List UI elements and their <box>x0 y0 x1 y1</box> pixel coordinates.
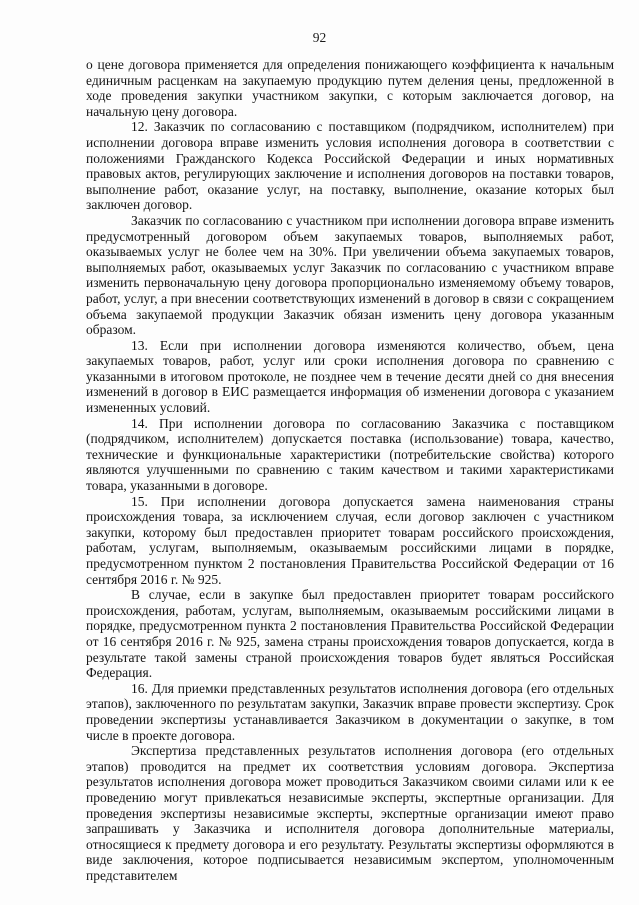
paragraph-clause-15: 15. При исполнении договора допускается замена наименования страны происхождения товара, за исключением случая, если договор заключен с участником закупки, которому был предоставлен приоритет товарам российского происхождения, работам, услугам, выполняемым, оказываемым российскими лицами в порядке, предусмотренном пунктом 2 постановления Правительства Российской Федерации от 16 сентября 2016 г. № 925. <box>86 493 614 587</box>
document-body <box>86 57 614 883</box>
paragraph-continuation: о цене договора применяется для определения понижающего коэффициента к начальным единичным расценкам на закупаемую продукцию путем деления цены, предложенной в ходе проведения закупки участником закупки, с которым заключается договор, на начальную цену договора. <box>86 57 614 119</box>
paragraph-volume-change: Заказчик по согласованию с участником при исполнении договора вправе изменить предусмотренный договором объем закупаемых товаров, выполняемых работ, оказываемых услуг не более чем на 30%. При увеличении объема закупаемых товаров, выполняемых работ, оказываемых услуг Заказчик по согласованию с участником вправе изменить первоначальную цену договора пропорционально изменяемому объему товаров, работ, услуг, а при внесении соответствующих изменений в договор в связи с сокращением объема закупаемой продукции Заказчик обязан изменить цену договора указанным образом. <box>86 212 614 338</box>
paragraph-expertise: Экспертиза представленных результатов исполнения договора (его отдельных этапов) проводится на предмет их соответствия условиям договора. Экспертиза результатов исполнения договора может проводиться Заказчиком своими силами или к ее проведению могут привлекаться независимые эксперты, экспертные организации. Для проведения экспертизы независимые эксперты, экспертные организации имеют право запрашивать у Заказчика и исполнителя договора дополнительные материалы, относящиеся к предмету договора и его результату. Результаты экспертизы оформляются в виде заключения, которое подписывается независимым экспертом, уполномоченным представителем <box>86 743 614 883</box>
paragraph-clause-13: 13. Если при исполнении договора изменяются количество, объем, цена закупаемых товаров, работ, услуг или сроки исполнения договора по сравнению с указанными в итоговом протоколе, не позднее чем в течение десяти дней со дня внесения изменений в договор в ЕИС размещается информация об изменении договора с указанием измененных условий. <box>86 337 614 416</box>
paragraph-clause-12: 12. Заказчик по согласованию с поставщиком (подрядчиком, исполнителем) при исполнении договора вправе изменить условия исполнения договора в соответствии с положениями Гражданского Кодекса Российской Федерации и иных нормативных правовых актов, регулирующих заключение и исполнения договоров на поставки товаров, выполнение работ, оказание услуг, на поставку, выполнение, оказание которых был заключен договор. <box>86 119 614 213</box>
paragraph-country-priority: В случае, если в закупке был предоставлен приоритет товарам российского происхождения, работам, услугам, выполняемым, оказываемым российскими лицами в порядке, предусмотренном пункта 2 постановления Правительства Российской Федерации от 16 сентября 2016 г. № 925, замена страны происхождения товаров допускается, когда в результате такой замены страной происхождения товаров будет являться Российская Федерация. <box>86 587 614 681</box>
paragraph-clause-16: 16. Для приемки представленных результатов исполнения договора (его отдельных этапов), заключенного по результатам закупки, Заказчик вправе провести экспертизу. Срок проведении экспертизы устанавливается Заказчиком в документации о закупке, в том числе в проекте договора. <box>86 680 614 743</box>
page-number: 92 <box>312 30 327 45</box>
paragraph-clause-14: 14. При исполнении договора по согласованию Заказчика с поставщиком (подрядчиком, исполнителем) допускается поставка (использование) товара, качество, технические и функциональные характеристики (потребительские свойства) которого являются улучшенными по сравнению с таким качеством и такими характеристиками товара, указанными в договоре. <box>86 415 614 494</box>
